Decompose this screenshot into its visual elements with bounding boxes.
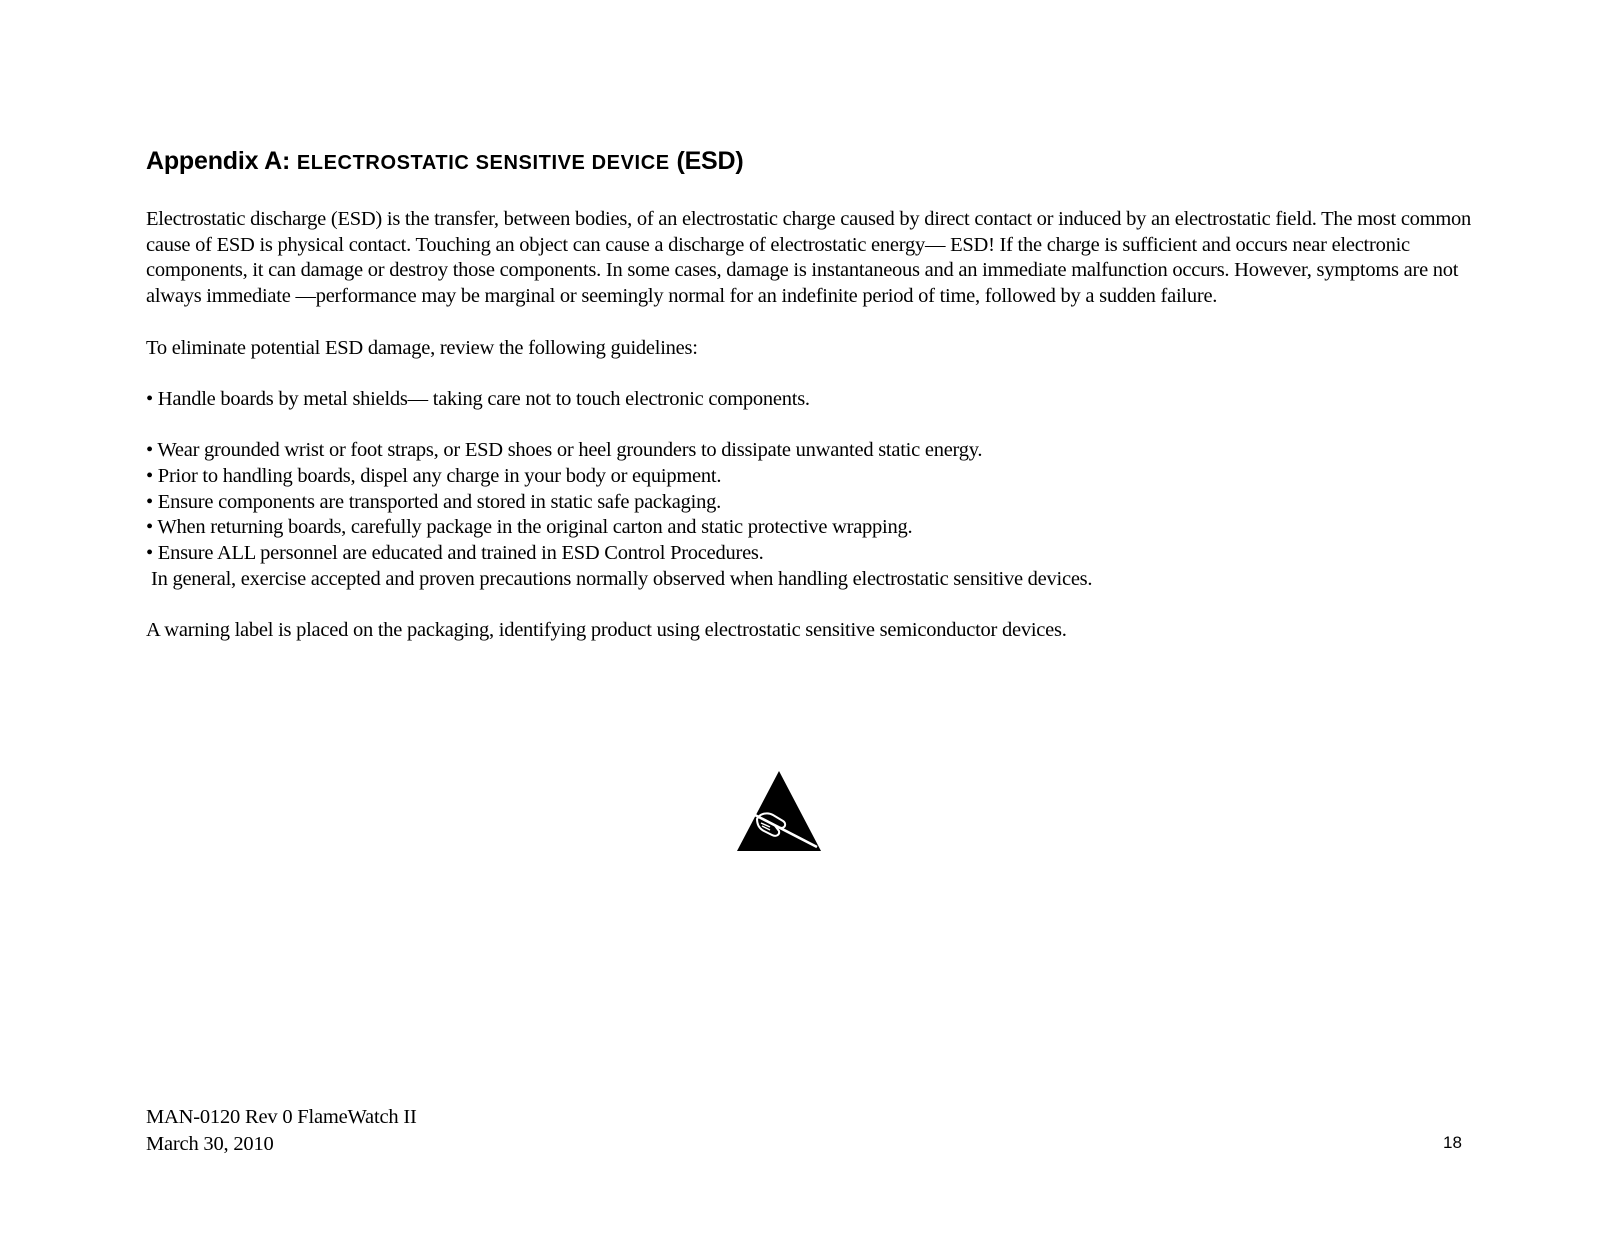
heading-title: ELECTROSTATIC SENSITIVE DEVICE <box>296 152 670 174</box>
intro-paragraph: Electrostatic discharge (ESD) is the transfer, between bodies, of an electrostatic charge caused by direct contact or induced by an electrostatic field. The most common cause of ESD is physical contact. Touching an object can cause a discharge of electrostatic energy— ESD! If the charge is sufficient and occurs near electronic components, it can damage or destroy those components. In some cases, damage is instantaneous and an immediate malfunction occurs. However, symptoms are not always immediate —performance may be marginal or seemingly normal for an indefinite period of time, followed by a sudden failure. <box>146 208 1472 308</box>
appendix-heading <box>146 147 744 176</box>
page-number: 18 <box>1443 1133 1462 1152</box>
list-item: • Ensure components are transported and stored in static safe packaging. <box>146 490 721 513</box>
heading-suffix: (ESD) <box>676 147 744 175</box>
list-item: • Wear grounded wrist or foot straps, or ESD shoes or heel grounders to dissipate unwanted static energy. <box>146 439 983 462</box>
list-item: • Handle boards by metal shields— taking care not to touch electronic components. <box>146 387 810 410</box>
general-paragraph: In general, exercise accepted and proven precautions normally observed when handling electrostatic sensitive devices. <box>151 567 1093 590</box>
list-item: • Prior to handling boards, dispel any charge in your body or equipment. <box>146 464 722 487</box>
esd-warning-icon <box>737 771 821 851</box>
heading-prefix: Appendix A: <box>146 147 291 175</box>
footer-doc-info <box>146 1104 417 1157</box>
guidelines-intro: To eliminate potential ESD damage, review the following guidelines: <box>146 336 698 359</box>
warning-paragraph: A warning label is placed on the packaging, identifying product using electrostatic sensitive semiconductor devices. <box>146 619 1067 642</box>
doc-date: March 30, 2010 <box>146 1132 274 1155</box>
doc-id: MAN-0120 Rev 0 FlameWatch II <box>146 1106 417 1128</box>
guidelines-list <box>146 387 1476 567</box>
list-item: • Ensure ALL personnel are educated and trained in ESD Control Procedures. <box>146 542 764 565</box>
list-item: • When returning boards, carefully package in the original carton and static protective wrapping. <box>146 516 913 539</box>
body-text <box>146 207 1476 644</box>
